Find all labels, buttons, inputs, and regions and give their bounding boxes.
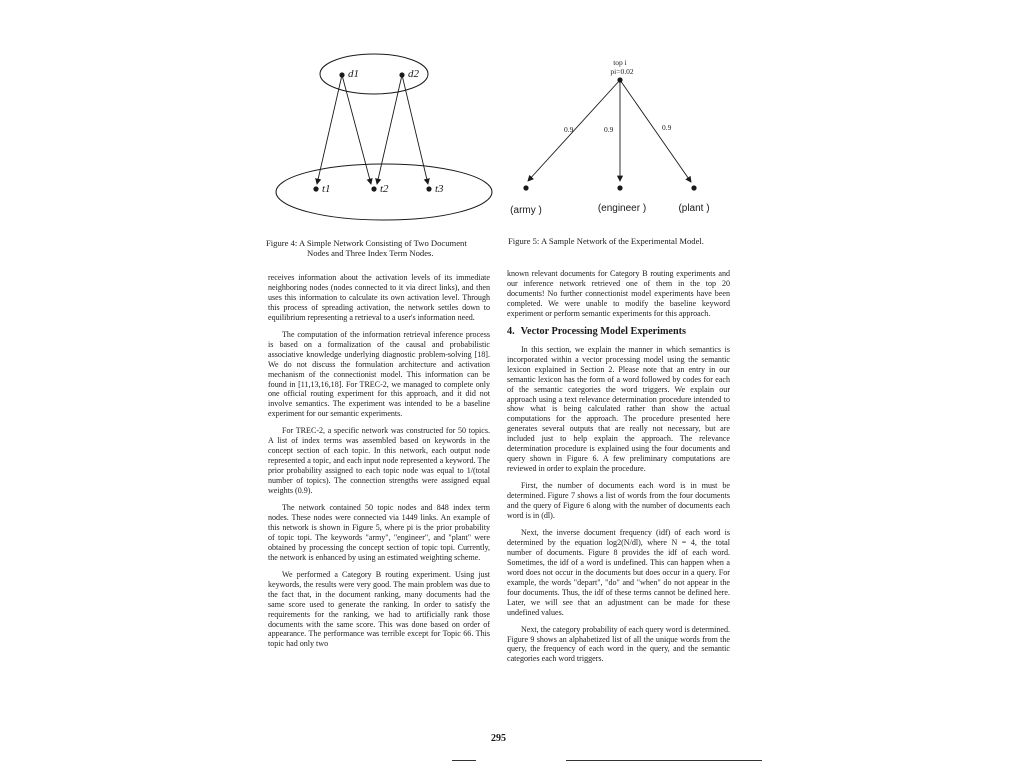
right-paragraph-3: Next, the inverse document frequency (idf) of each word is determined by the equation log2(N/dl), where N = 4, the total number of documents. Figure 8 provides the idf of each word. Sometimes, the idf of a word is undefined. This can happen when a word does not occur in the documents but does occur in a query. For example, the words "depart", "do" and "when" do not appear in the four documents. Thus, the idf of these terms cannot be defined here. Later, we will see that an adjustment can be made for these undefined values.: [507, 527, 730, 617]
section-heading-number: 4.: [507, 325, 515, 337]
edge-d2-t3: [402, 75, 428, 184]
node-t2-label: t2: [380, 183, 389, 195]
edge-d2-t2: [377, 75, 402, 184]
node-t3: [426, 186, 431, 191]
right-paragraph-intro: known relevant documents for Category B routing experiments and our inference network retrieved one of them in the top 20 documents! No further connectionist model experiments have been completed. We were unable to modify the baseline keyword experiment or perform semantic experiments for this approach.: [507, 269, 730, 318]
right-paragraph-1: In this section, we explain the manner in which semantics is incorporated within a vector processing model using the semantic lexicon explained in Section 2. Please note that an entry in our semantic lexicon has the form of a word followed by codes for each of the semantic categories the word triggers. We explain our approach using a text relevance determination procedure intended to show what is being calculated rather than show the actual computations for the approach. The procedure presented here generates several outputs that are really not necessary, but are included just to help explain the approach. The relevance determination procedure is explained using the four documents and query shown in Figure 6. A few preliminary computations are reviewed in order to explain the procedure.: [507, 344, 730, 474]
page-number: 295: [491, 733, 506, 744]
edge-root-plant: [620, 80, 691, 182]
node-t1-label: t1: [322, 183, 331, 195]
left-paragraph-1: receives information about the activation levels of its immediate neighboring nodes (nodes connected to it via direct links), and then uses this information to calculate its own activation level. Through this process of spreading activation, the network settles down to equilibrium representing a retrieval to a user's information need.: [268, 273, 490, 322]
leaf-node-engineer: [617, 185, 622, 190]
node-d2-label: d2: [408, 68, 419, 80]
left-paragraph-5: We performed a Category B routing experiment. Using just keywords, the results were very good. The main problem was due to the fact that, in the document ranking, many documents had the same score used to generate the ranking. In order to satisfy the requirements for the ranking, we had to artificially rank those documents with the same score. This was done based on order of appearance. The performance was terrible except for Topic 66. This topic had only two: [268, 569, 490, 649]
footer-rule-right: [566, 760, 762, 761]
leaf-node-plant: [691, 185, 696, 190]
right-text-column: [507, 269, 730, 671]
root-prior-probability: pi=0.02: [610, 67, 634, 76]
figure-4-caption-line1: Figure 4: A Simple Network Consisting of Two Document: [266, 238, 467, 248]
node-t1: [313, 186, 318, 191]
left-paragraph-4: The network contained 50 topic nodes and 848 index term nodes. These nodes were connected via 1449 links. An example of this network is shown in Figure 5, where pi is the prior probability of topic topi. The keywords "army", "engineer", and "plant" were obtained by processing the concept section of topic topi. Currently, the network is enhanced by using an estimated weighting scheme.: [268, 503, 490, 562]
root-node-label: top i: [613, 58, 627, 67]
node-t3-label: t3: [435, 183, 444, 195]
footer-rule-left: [452, 760, 476, 761]
figure-5-diagram: [512, 56, 724, 220]
figure-5-network: [512, 56, 724, 220]
section-heading-title: Vector Processing Model Experiments: [520, 325, 686, 337]
node-t2: [371, 186, 376, 191]
left-paragraph-3: For TREC-2, a specific network was constructed for 50 topics. A list of index terms was assembled based on keywords in the concept section of each topic. In this network, each output node represented a topic, and each input node represented a keyword. The prior probability assigned to each topic node was equal to 1/(total number of topics). The connection strengths were assigned equal weights (0.9).: [268, 426, 490, 496]
edge-weight-engineer: 0.9: [604, 125, 614, 134]
right-paragraph-4: Next, the category probability of each query word is determined. Figure 9 shows an alphabetized list of all the unique words from the query, the frequency of each word in the query, and the semantic categories each word triggers.: [507, 624, 730, 664]
section-heading: [507, 326, 730, 338]
leaf-label-plant: (plant ): [678, 203, 710, 214]
left-paragraph-2: The computation of the information retrieval inference process is based on a formalization of the causal and probabilistic associative knowledge underlying diagnostic problem-solving [18]. We do not discuss the formulation architecture and activation mechanism of the connectionist model. This information can be found in [11,13,16,18]. For TREC-2, we managed to complete only one official routing experiment for this approach, and it did not involve semantics. The experiment was intended to be a baseline experiment for our semantic experiments.: [268, 329, 490, 419]
node-d1-label: d1: [348, 68, 359, 80]
left-text-column: [268, 273, 490, 656]
figure-4-caption: [266, 238, 494, 258]
leaf-label-engineer: (engineer ): [597, 203, 647, 214]
figure-4-network: [264, 48, 504, 228]
edge-d1-t2: [342, 75, 371, 184]
figure-5-caption: Figure 5: A Sample Network of the Experimental Model.: [508, 236, 704, 246]
edge-weight-plant: 0.9: [662, 123, 672, 132]
right-paragraph-2: First, the number of documents each word is in must be determined. Figure 7 shows a list of words from the four documents and the query of Figure 6 along with the number of documents each word is in (dl).: [507, 481, 730, 521]
figure-4-diagram: [264, 48, 504, 228]
figure-4-caption-line2: Nodes and Three Index Term Nodes.: [307, 248, 434, 259]
edge-weight-army: 0.9: [564, 125, 574, 134]
leaf-node-army: [523, 185, 528, 190]
leaf-label-army: (army ): [510, 205, 542, 216]
